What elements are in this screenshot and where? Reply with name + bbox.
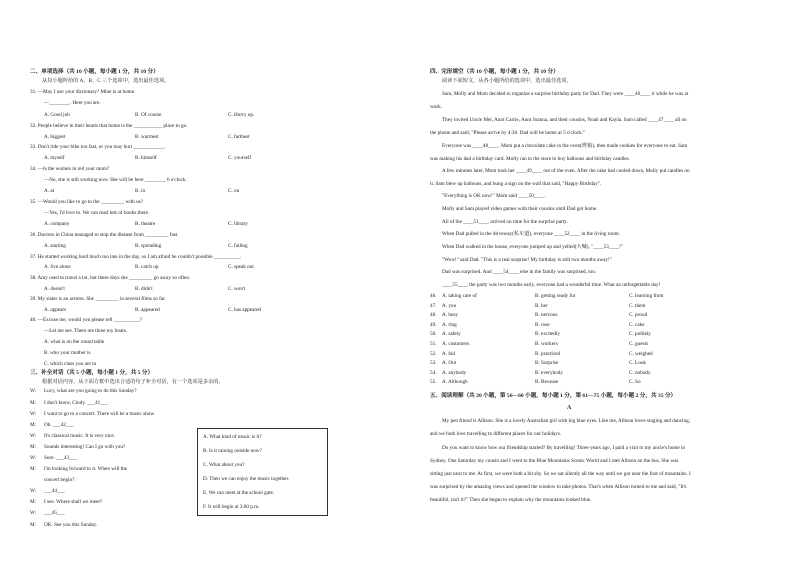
cloze-line: it. Sam blew up balloons, and hung a sign on the wall that said, "Happy Birthday".	[430, 181, 602, 187]
option-a[interactable]: A. Out	[442, 360, 457, 367]
option-a[interactable]: A. you	[442, 302, 457, 309]
question-number: 47.	[430, 302, 437, 309]
option-b[interactable]: B. workers	[535, 341, 558, 347]
speaker: W:	[30, 488, 37, 494]
option-c[interactable]: C. Hurry up.	[228, 112, 255, 118]
section3-title: 三、补全对话（共 5 小题，每小题 1 分，共 5 分）	[30, 370, 154, 376]
option-c[interactable]: C. Look	[629, 360, 647, 367]
dialog-text: I don't know, Cindy. ___41___	[44, 400, 108, 406]
box-option-f: F. It will begin at 3:00 p.m.	[203, 504, 260, 510]
option-a[interactable]: A. live alone	[44, 264, 71, 270]
speaker: M:	[30, 422, 37, 428]
cloze-line: "Wow!" said Dad. "This is a real surprise! My birthday is still two months away!"	[442, 257, 612, 263]
question-number: 50.	[430, 331, 437, 338]
option-a[interactable]: A. anybody	[442, 369, 467, 376]
section2-instructions: 从每小题所给的 A、B、C 三个选项中，选出最佳选项。	[42, 78, 170, 84]
reading-line: beautiful, isn't it?" Then she began to explain why the mountains looked blue.	[430, 497, 592, 503]
option-a[interactable]: A. biggest	[44, 134, 66, 140]
option-a[interactable]: A. myself	[44, 155, 65, 161]
speaker: M:	[30, 522, 37, 528]
option-a[interactable]: A. what is on the round table	[44, 339, 105, 345]
cloze-line: "Everything is OK now!" Mom said ____50____.	[442, 193, 546, 199]
question-number: 54.	[430, 369, 437, 376]
dialog-text: I want to go to a concert. There will be a music show.	[44, 411, 156, 417]
option-c[interactable]: C. cake	[629, 321, 645, 328]
option-a[interactable]: A. starting	[44, 243, 66, 249]
option-c[interactable]: C. has appeared	[228, 307, 261, 313]
box-option-b: B. Is it raining outside now?	[203, 448, 262, 454]
option-c[interactable]: C. nobody	[629, 369, 651, 376]
option-b[interactable]: B. catch up	[135, 264, 159, 270]
reading-line: My pen friend is Allison. She is a lovely Australian girl with big blue eyes. Like me, Allison loves singing and dancing,	[442, 418, 690, 424]
option-b[interactable]: B. warmest	[135, 134, 159, 140]
section3-instructions: 根据对话内容，从下面方框中选出合适的句子补全对话，有一个选项是多余的。	[42, 379, 224, 385]
reading-line: and we both love travelling to different places for our holidays.	[430, 431, 562, 437]
option-c[interactable]: C. politely	[629, 331, 651, 338]
cloze-line: They invited Uncle Mel, Aunt Carrie, Aunt Joanna, and their cousins, Noah and Kayla. Sam called ____47____ all on	[442, 117, 687, 123]
cloze-line: was making his dad a birthday card. Molly ran to the store to buy balloons and birthday candles.	[430, 156, 630, 162]
option-a[interactable]: A. company	[44, 221, 70, 227]
option-c[interactable]: C. proud	[629, 312, 648, 319]
dialog-text: I see. Where shall we meet?	[44, 499, 103, 505]
speaker: W:	[30, 455, 37, 461]
option-c[interactable]: C. on	[228, 188, 240, 194]
question-34-line2: —No, she is still working now. She will be here ________ 6 o'clock.	[44, 177, 187, 183]
option-a[interactable]: A. customers	[442, 341, 470, 347]
question-number: 51.	[430, 341, 437, 347]
cloze-line: All of the ____51____ arrived on time for the surprise party.	[442, 219, 568, 225]
option-c[interactable]: C. library	[228, 221, 248, 227]
speaker: W:	[30, 433, 37, 439]
dialog-text: ___44___	[44, 488, 65, 494]
option-a[interactable]: A. busy	[442, 312, 459, 319]
question-34: 34. —Is the women in red your mum?	[30, 166, 110, 172]
question-31-line2: —________. Here you are.	[44, 100, 101, 106]
option-b[interactable]: B. practiced	[535, 350, 561, 357]
option-c[interactable]: C. guests	[629, 341, 649, 347]
box-option-d: D. Then we can enjoy the music together.	[203, 476, 290, 482]
option-b[interactable]: B. Of course.	[135, 112, 163, 118]
dialog-text: Lucy, what are you going to do this Sunday?	[44, 388, 137, 394]
question-33: 33. Don't ride your bike too fast, or you may hurt ____________.	[30, 144, 166, 150]
option-a[interactable]: A. hid	[442, 350, 455, 357]
question-36: 36. Doctors in China managed to stop the disease from _________ fast.	[30, 232, 179, 238]
question-31: 31. —May I use your dictionary? Mine is at home.	[30, 89, 136, 95]
cloze-line: When Dad walked in the house, everyone jumped up and yelled(大喊), "____53____!"	[442, 244, 623, 250]
box-option-a: A. What kind of music is it?	[203, 434, 262, 440]
question-number: 53.	[430, 360, 437, 367]
question-number: 52.	[430, 350, 437, 357]
dialog-text: Oh. ___42___	[44, 422, 74, 428]
question-35: 35. —Would you like to go to the _________ with us?	[30, 199, 143, 205]
cloze-line: the phone and said, "Please arrive by 4:30. Dad will be home at 5 o'clock."	[430, 130, 586, 136]
option-b[interactable]: B. getting ready for	[535, 293, 576, 299]
question-number: 46.	[430, 293, 437, 299]
option-b[interactable]: B. theatre	[135, 221, 156, 227]
option-a[interactable]: A. taking care of	[442, 293, 477, 299]
option-b[interactable]: B. spreading	[135, 243, 162, 249]
cloze-line: Everyone was ____48____. Mom put a chocolate cake in the oven(烤箱), then made cookies for everyone to eat. Sam	[442, 143, 688, 149]
question-number: 48.	[430, 312, 437, 319]
reading-line: was surprised by the amazing views and opened the window to take photos. That's when Allison turned to me and said, "It's	[430, 484, 687, 490]
reading-line: Sydney. One Saturday my cousin and I went to the Blue Mountains Scenic World and I met Allison on the bus. She was	[430, 458, 679, 464]
question-37: 37. He started working hard much too late in the day, so I am afraid he couldn't possible __________.	[30, 254, 242, 260]
cloze-line: Dad was surprised. And ____54____ else in the family was surprised, too.	[442, 269, 597, 275]
option-c[interactable]: C. won't	[228, 286, 246, 292]
question-32: 32. People believe in their hearts that home is the ___________ place to go.	[30, 123, 188, 129]
option-b[interactable]: B. Because	[535, 379, 559, 386]
question-number: 49.	[430, 321, 437, 328]
option-a[interactable]: A. appears	[44, 307, 67, 313]
speaker: M:	[30, 499, 37, 505]
question-40: 40. —Excuse me, would you please tell __________?	[30, 317, 142, 323]
cloze-line: A few minutes later, Mom took her ____49____ out of the oven. After the cake had cooled down, Molly put candles on	[442, 168, 690, 174]
speaker: M:	[30, 444, 37, 450]
dialog-text: ___45___	[44, 510, 65, 516]
cloze-line: When Dad pulled in the driveway(私车道), everyone ____52____ in the living room.	[442, 231, 620, 237]
dialog-text: I'm looking forward to it. When will the	[44, 466, 127, 472]
option-b[interactable]: B. didn't	[135, 286, 153, 292]
dialog-text: concert begin?	[44, 477, 75, 483]
dialog-text: OK. See you this Sunday.	[44, 522, 98, 528]
speaker: W:	[30, 510, 37, 516]
question-40-line2: —Let me see. There are three toy boats.	[44, 328, 128, 334]
section4-instructions: 阅读下面短文，从各小题所给的选项中，选出最佳选项。	[442, 78, 572, 84]
right-page	[397, 0, 794, 561]
option-a[interactable]: A. Although	[442, 379, 468, 386]
option-b[interactable]: B. appeared	[135, 307, 160, 313]
speaker: M:	[30, 400, 37, 406]
option-b[interactable]: B. her	[535, 302, 548, 309]
cloze-line: Molly and Sam played video games with their cousins until Dad got home.	[442, 206, 598, 212]
cloze-line: ____55____ the party was two months early, everyone had a wonderful time. What an unforgettable day!	[442, 282, 661, 288]
option-b[interactable]: B. nervous	[535, 312, 558, 319]
option-b[interactable]: B. himself	[135, 155, 157, 161]
section5-title: 五、阅读理解（共 20 小题，第 56—60 小题，每小题 1 分，第 61—75 小题，每小题 2 分，共 35 分）	[430, 393, 677, 399]
speaker: W:	[30, 388, 37, 394]
box-option-e: E. We can meet at the school gate.	[203, 490, 275, 496]
option-a[interactable]: A. Good job	[44, 112, 70, 118]
option-c[interactable]: C. them	[629, 302, 646, 309]
box-option-c: C. What about you?	[203, 462, 245, 468]
speaker: W:	[30, 411, 37, 417]
dialog-text: Sure. ___43___	[44, 455, 77, 461]
section4-title: 四、完形填空（共 10 小题，每小题 1 分，共 10 分）	[430, 69, 559, 75]
option-c[interactable]: C. learning from	[629, 293, 664, 299]
option-b[interactable]: B. who your mother is	[44, 350, 91, 356]
reading-line: sitting just next to me. At first, we were both a bit shy. So we sat silently all the way until we got near the foot of mountains. I	[430, 471, 691, 477]
speaker: M:	[30, 466, 37, 472]
option-b[interactable]: B. everybody	[535, 369, 563, 376]
question-number: 55.	[430, 379, 437, 386]
option-b[interactable]: B. in	[135, 188, 146, 194]
option-c[interactable]: C. falling	[228, 243, 248, 249]
cloze-line: Sam, Molly and Mom decided to organize a surprise birthday party for Dad. They were ____46____ it while he was at	[442, 91, 689, 97]
reading-line: Do you want to know how our friendship started? By travelling! Three years ago, I paid a visit to my uncle's home in	[442, 445, 686, 451]
option-a[interactable]: A. safely	[442, 331, 461, 338]
option-b[interactable]: B. Surprise	[535, 360, 559, 367]
passage-label: A	[567, 405, 572, 411]
question-35-line2: —Yes, I'd love to. We can read lots of books there.	[44, 210, 150, 216]
cloze-line: work.	[430, 104, 442, 110]
options-box	[197, 428, 328, 516]
option-c[interactable]: C. which class you are in	[44, 361, 97, 367]
option-b[interactable]: B. excitedly	[535, 331, 561, 338]
option-c[interactable]: C. farthest	[228, 134, 250, 140]
option-c[interactable]: C. So	[629, 379, 641, 386]
option-a[interactable]: A. ring	[442, 321, 457, 328]
question-39: 39. My sister is an actress. She _________ in several films so far.	[30, 296, 166, 302]
option-a[interactable]: A. at	[44, 188, 55, 194]
option-b[interactable]: B. rose	[535, 321, 550, 328]
option-c[interactable]: C. weighed	[629, 350, 653, 357]
question-38: 38. Amy used to travel a lot, but these days she _________ go away so often.	[30, 275, 191, 281]
option-c[interactable]: C. yourself	[228, 155, 252, 161]
section2-title: 二、单项选择（共 10 小题，每小题 1 分，共 10 分）	[30, 69, 159, 75]
dialog-text: Sounds interesting! Can I go with you?	[44, 444, 126, 450]
option-c[interactable]: C. speak out	[228, 264, 254, 270]
dialog-text: It's classical music. It is very nice.	[44, 433, 115, 439]
option-a[interactable]: A. doesn't	[44, 286, 65, 292]
